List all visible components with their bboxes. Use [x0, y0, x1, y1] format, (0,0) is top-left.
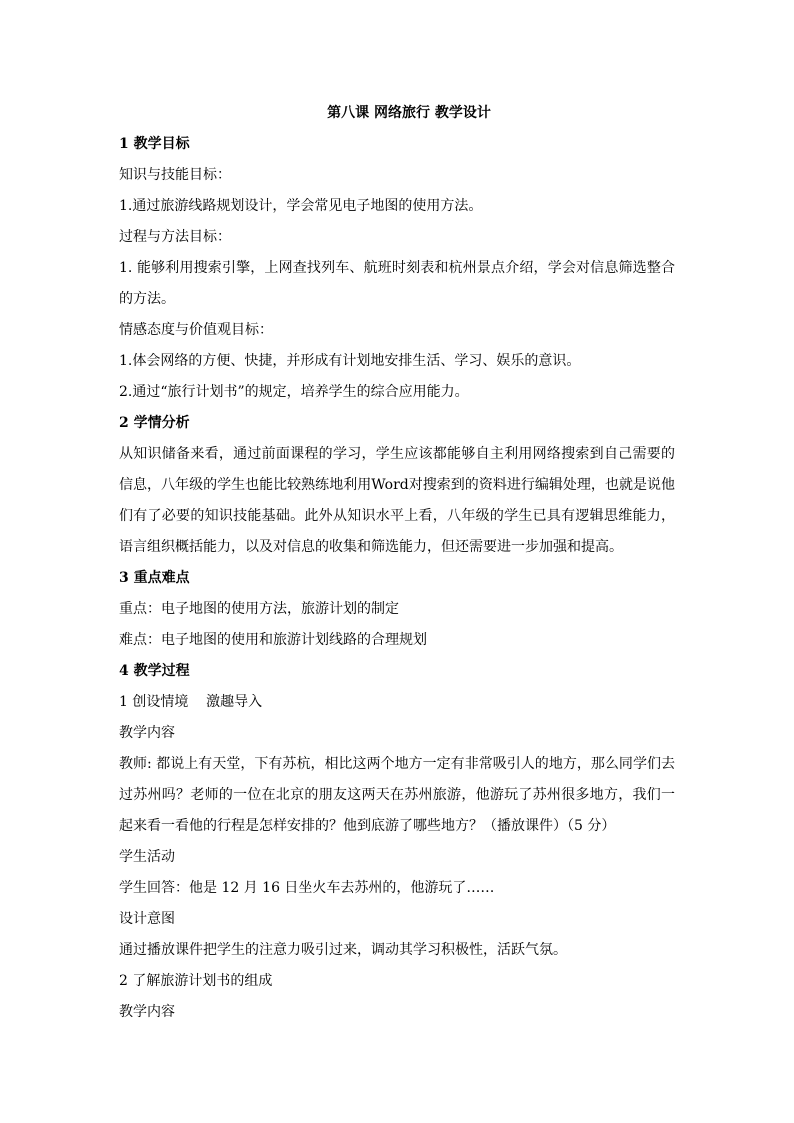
paragraph-design-intent: 通过播放课件把学生的注意力吸引过来，调动其学习积极性，活跃气氛。 — [119, 942, 567, 958]
section-heading-analysis: 2 学情分析 — [119, 415, 190, 431]
label-teaching-content: 教学内容 — [119, 725, 175, 741]
section-heading-process: 4 教学过程 — [119, 663, 190, 679]
paragraph-student-answer: 学生回答：他是 12 月 16 日坐火车去苏州的，他游玩了…… — [119, 880, 495, 896]
paragraph-process-goal-1: 1. 能够利用搜索引擎，上网查找列车、航班时刻表和杭州景点介绍，学会对信息筛选整合的方法。 — [119, 260, 675, 307]
paragraph-knowledge-goal-label: 知识与技能目标： — [119, 167, 231, 183]
section-heading-key-points: 3 重点难点 — [119, 570, 190, 586]
paragraph-analysis: 从知识储备来看，通过前面课程的学习，学生应该都能够自主利用网络搜索到自己需要的信息，八年级的学生也能比较熟练地利用Word对搜索到的资料进行编辑处理，也就是说他们有了必要的知识技能基础。此外从知识水平上看，八年级的学生已具有逻辑思维能力，语言组织概括能力，以及对信息的收集和筛选能力，但还需要进一步加强和提高。 — [119, 446, 675, 555]
paragraph-process-goal-label: 过程与方法目标： — [119, 229, 231, 245]
document-title: 第八课 网络旅行 教学设计 — [327, 105, 491, 121]
section-heading-objectives: 1 教学目标 — [119, 136, 190, 152]
paragraph-knowledge-goal-1: 1.通过旅游线路规划设计，学会常见电子地图的使用方法。 — [119, 198, 483, 214]
paragraph-key-point: 重点：电子地图的使用方法，旅游计划的制定 — [119, 601, 399, 617]
label-teaching-content-2: 教学内容 — [119, 1004, 175, 1020]
subheading-step-2: 2 了解旅游计划书的组成 — [119, 973, 273, 989]
document-page — [119, 98, 675, 1028]
paragraph-difficult-point: 难点：电子地图的使用和旅游计划线路的合理规划 — [119, 632, 427, 648]
label-design-intent: 设计意图 — [119, 911, 175, 927]
paragraph-attitude-goal-2: 2.通过“旅行计划书”的规定，培养学生的综合应用能力。 — [119, 384, 469, 400]
subheading-step-1: 1 创设情境 激趣导入 — [119, 694, 263, 710]
paragraph-attitude-goal-label: 情感态度与价值观目标： — [119, 322, 273, 338]
label-student-activity: 学生活动 — [119, 849, 175, 865]
paragraph-attitude-goal-1: 1.体会网络的方便、快捷，并形成有计划地安排生活、学习、娱乐的意识。 — [119, 353, 581, 369]
paragraph-teacher-speech: 教师: 都说上有天堂，下有苏杭，相比这两个地方一定有非常吸引人的地方，那么同学们去过苏州吗？老师的一位在北京的朋友这两天在苏州旅游，他游玩了苏州很多地方，我们一起来看一看他的行程是怎样安排的？他到底游了哪些地方？（播放课件）（5 分） — [119, 756, 675, 834]
